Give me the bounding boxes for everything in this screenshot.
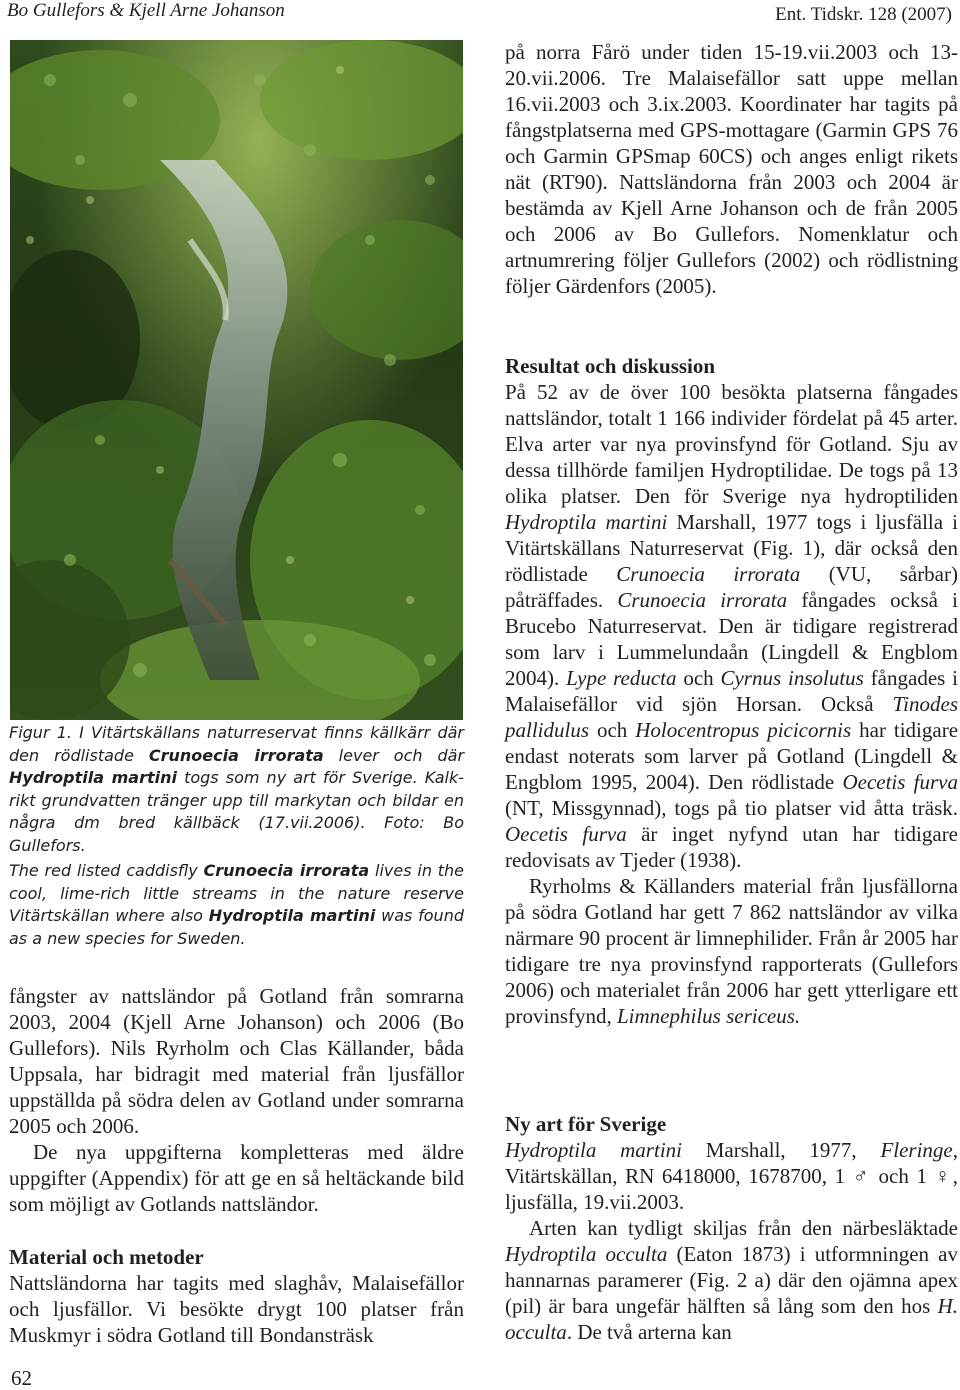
species-name: Crunoecia irrorata bbox=[616, 562, 801, 586]
species-name: Hydroptila martini bbox=[505, 1138, 682, 1162]
running-header-authors: Bo Gullefors & Kjell Arne Johanson bbox=[7, 0, 285, 21]
caption-sv-text: Gullefors. bbox=[9, 835, 86, 855]
caption-english bbox=[9, 860, 464, 950]
species-name: Tinodes pallidulus bbox=[505, 692, 958, 742]
caption-species-name: Hydroptila martini bbox=[208, 906, 376, 925]
caption-sv-text: rikt grundvatten tränger upp till markytan och bildar bbox=[9, 790, 438, 810]
species-name: Oecetis furva bbox=[505, 822, 627, 846]
text-run: har tidigare endast noterats som larver på Gotland (Lingdell & Engblom 1995, 2004). Den rödlistade bbox=[505, 718, 959, 794]
stream-photo-illustration bbox=[10, 40, 463, 720]
text-run: Marshall, 1977, bbox=[682, 1138, 881, 1162]
text-run: (VU, sårbar) påträffades. bbox=[505, 562, 958, 612]
text-run: Marshall, 1977 togs i ljusfälla i Vitärtskällans Naturreservat (Fig. 1), där också den rödlistade bbox=[505, 510, 958, 586]
text-run: , Vitärtskällan, RN 6418000, 1678700, 1 ♂ och 1 ♀, ljusfälla, 19.vii.2003. bbox=[505, 1138, 958, 1214]
caption-sv-text: där den rödlistade bbox=[9, 723, 464, 765]
species-name: Holocentropus picicornis bbox=[635, 718, 852, 742]
right-column-top bbox=[505, 39, 958, 299]
text-run: och bbox=[676, 666, 721, 690]
caption-sv-text: en några dm bred källbäck (17.vii.2006). Foto: Bo bbox=[9, 790, 465, 832]
species-name: Lype reducta bbox=[566, 666, 677, 690]
paragraph: fångster av nattsländor på Gotland från somrarna 2003, 2004 (Kjell Arne Johanson) och 2006 (Bo Gullefors). Nils Ryrholm och Clas Källander, båda Uppsala, har bidragit med material från ljusfällor uppställda på södra delen av Gotland under somrarna 2005 och 2006. bbox=[9, 984, 464, 1138]
paragraph bbox=[505, 379, 958, 873]
caption-species-name: Hydroptila martini bbox=[9, 768, 177, 787]
species-name: Limnephilus sericeus. bbox=[617, 1004, 801, 1028]
figure-caption bbox=[9, 722, 464, 953]
section-heading-new-species: Ny art för Sverige bbox=[505, 1112, 667, 1136]
running-header-journal: Ent. Tidskr. 128 (2007) bbox=[775, 4, 952, 25]
caption-species-name: Crunoecia irrorata bbox=[148, 745, 324, 765]
text-run: (NT, Missgynnad), togs på tio platser vid åtta träsk. bbox=[505, 796, 958, 820]
paragraph bbox=[505, 1215, 958, 1345]
text-run: . De två arterna kan bbox=[566, 1320, 732, 1344]
figure-photo bbox=[10, 40, 463, 720]
species-name: Oecetis furva bbox=[842, 770, 958, 794]
caption-sv-text: Figur 1. I Vitärtskällans naturreservat finns källkärr bbox=[9, 723, 431, 742]
species-name: Cyrnus insolutus bbox=[720, 666, 864, 690]
caption-species-name: Crunoecia irrorata bbox=[203, 861, 370, 880]
left-column bbox=[9, 983, 464, 1348]
section-heading-results: Resultat och diskussion bbox=[505, 354, 716, 378]
text-run: är inget nyfynd utan har tidigare redovisats av Tjeder (1938). bbox=[505, 822, 959, 872]
right-column-results bbox=[505, 353, 958, 1029]
locality-name: Fleringe bbox=[880, 1138, 953, 1162]
paragraph bbox=[505, 873, 958, 1029]
paragraph bbox=[505, 1137, 958, 1215]
text-run: Arten kan tydligt skiljas från den närbesläktade bbox=[529, 1216, 958, 1240]
text-run: fångades i Malaisefällor vid sjön Horsan. Också bbox=[505, 666, 958, 716]
caption-sv-text: lever och där bbox=[323, 745, 465, 765]
page-number: 62 bbox=[11, 1366, 32, 1390]
paragraph: på norra Fårö under tiden 15-19.vii.2003 och 13-20.vii.2006. Tre Malaisefällor satt uppe mellan 16.vii.2003 och 3.ix.2003. Koordinater har tagits på fångstplatserna med GPS-mottagare (Garmin GPS 76 och Garmin GPSmap 60CS) och anges enligt rikets nät (RT90). Nattsländorna från 2003 och 2004 är bestämda av Kjell Arne Johanson och de från 2005 och 2006 av Bo Gullefors. Nomenklatur och artnumrering följer Gullefors (2002) och rödlistning följer Gärdenfors (2005). bbox=[505, 40, 958, 298]
text-run: (Eaton 1873) i utformningen av hannarnas paramerer (Fig. 2 a) där den ojämna apex (pil) är bara ungefär hälften så lång som den hos bbox=[505, 1242, 958, 1318]
section-heading-material: Material och metoder bbox=[9, 1245, 204, 1269]
species-name: Hydroptila occulta bbox=[505, 1242, 668, 1266]
text-run: och bbox=[589, 718, 636, 742]
caption-en-text: lives in the cool, lime-rich little streams in the nature reserve Vitärtskällan where also bbox=[9, 861, 465, 925]
caption-en-text: The red listed caddisfly bbox=[9, 861, 204, 880]
text-run: fångades också i Brucebo Naturreservat. Den är tidigare registrerad som larv i Lummelundaån (Lingdell & Engblom 2004). bbox=[505, 588, 958, 690]
caption-swedish bbox=[9, 722, 464, 857]
text-run: På 52 av de över 100 besökta platserna fångades nattsländor, totalt 1 166 individer fördelat på 45 arter. Elva arter var nya provinsfynd för Gotland. Sju av dessa tillhörde familjen Hydroptilidae. De togs på 13 olika platser. Den för Sverige nya hydroptiliden bbox=[505, 380, 958, 508]
species-name: H. occulta bbox=[505, 1294, 958, 1344]
text-run: Ryrholms & Källanders material från ljusfällorna på södra Gotland har gett 7 862 nattsländor av vilka närmare 90 procent är limnephilider. Från år 2005 har tidigare tre nya provinsfynd rapporterats (Gullefors 2006) och materialet från 2006 har gett ytterligare ett provinsfynd, bbox=[505, 874, 958, 1028]
right-column-new-species bbox=[505, 1111, 958, 1345]
paragraph: Nattsländorna har tagits med slaghåv, Malaisefällor och ljusfällor. Vi besökte drygt 100 platser från Muskmyr i södra Gotland till Bondansträsk bbox=[9, 1271, 464, 1347]
caption-sv-text: togs som ny art för Sverige. Kalk- bbox=[176, 768, 465, 787]
species-name: Crunoecia irrorata bbox=[617, 588, 788, 612]
species-name: Hydroptila martini bbox=[505, 510, 668, 534]
paragraph: De nya uppgifterna kompletteras med äldre uppgifter (Appendix) för att ge en så heltäckande bild som möjligt av Gotlands nattsländor. bbox=[9, 1140, 464, 1216]
caption-en-text: was found as a new species for Sweden. bbox=[9, 906, 464, 948]
